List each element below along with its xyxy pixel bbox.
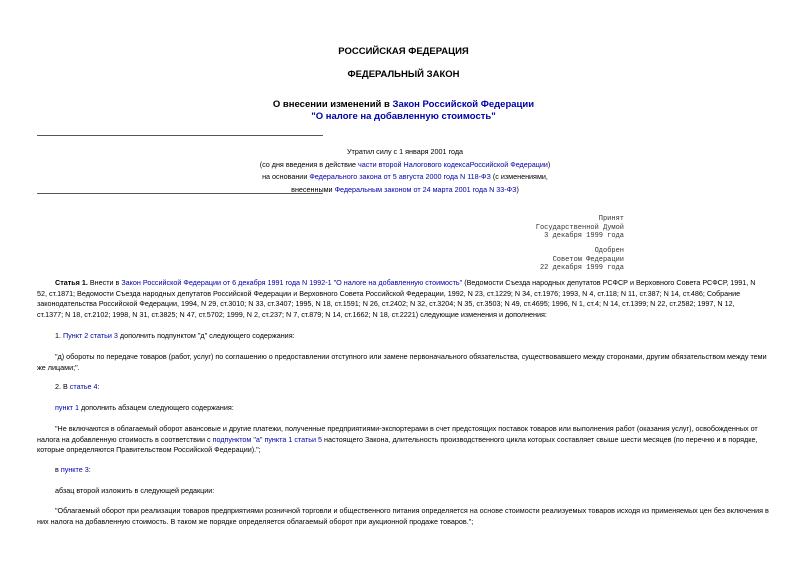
divider-top — [37, 135, 323, 136]
item-text: дополнить подпунктом "д" следующего содержания: — [117, 331, 295, 340]
item-text: в — [55, 465, 61, 474]
adoption-line: 3 декабря 1999 года — [544, 232, 624, 240]
title-link-vat[interactable]: "О налоге на добавленную стоимость" — [311, 111, 496, 122]
quote-line-2 — [37, 435, 770, 446]
status-line-1: Утратил силу с 1 января 2001 года — [346, 147, 464, 156]
status-line-4 — [225, 184, 585, 197]
document-title — [0, 99, 807, 123]
adoption-line: Принят — [598, 215, 624, 223]
quote-text: них налога на добавленную стоимость. В таком же порядке определяется облагаемый оборот при аукционной продаже товаров."; — [37, 516, 474, 526]
item-1 — [55, 331, 295, 342]
title-link-law[interactable]: Закон Российской Федерации — [392, 99, 535, 110]
tax-code-link[interactable]: части второй Налогового кодекса — [358, 159, 470, 169]
point1-link[interactable]: пункт 1 — [55, 403, 79, 412]
status-text: (с изменениями, — [490, 172, 548, 181]
article-text: 52, ст.1871; Ведомости Съезда народных депутатов Российской Федерации и Верховного Совета Российской Федерации, 1992, N 23, ст.1229; N 34, ст.1976; 1993, N 4, ст.118; N 11, ст.387; N 14, ст.486; Собрание — [37, 288, 741, 298]
federation-heading: РОССИЙСКАЯ ФЕДЕРАЦИЯ — [338, 46, 469, 57]
status-text: внесенными — [291, 184, 335, 194]
article-label: Статья 1. — [55, 278, 88, 287]
article-text: ст.1377; N 18, ст.2102; 1998, N 31, ст.3825; N 47, ст.5702; 1999, N 2, ст.237; N 7, ст.879; N 14, ст.1662; N 18, ст.2221) следующие изменения и дополнения: — [37, 309, 547, 319]
quote-text: "Не включаются в облагаемый оборот авансовые и другие платежи, полученные предприятиями-экспортерами в счет предстоящих поставок товаров или выполнения работ (оказания услуг), освобожденных от — [55, 424, 758, 433]
status-line-3 — [225, 171, 585, 184]
adoption-line: Советом Федерации — [552, 255, 624, 264]
item-text: : — [97, 382, 100, 391]
status-text: на основании — [262, 172, 310, 181]
law-1992-link[interactable]: Закон Российской Федерации от 6 декабря 1991 года N 1992-1 "О налоге на добавленную стоимость" — [121, 278, 463, 287]
adoption-duma — [536, 215, 624, 241]
item-text: дополнить абзацем следующего содержания: — [78, 403, 234, 412]
adoption-council — [540, 247, 624, 273]
article-text: законодательства Российской Федерации, 1994, N 29, ст.3010; N 33, ст.3407; 1995, N 18, ст.1591; N 26, ст.2402; N 32, ст.3204; N 35, ст.3503; N 49, ст.4695; 1996, N 1, ст.4; N 14, ст.1399; N 22, ст.2582; 1997, N 12, — [37, 299, 735, 308]
item-2-point-3-sub: абзац второй изложить в следующей редакции: — [55, 486, 215, 495]
item-2-point-3 — [55, 465, 91, 476]
article-1 — [37, 278, 770, 320]
item-text: : — [88, 465, 91, 474]
subpoint-a-link[interactable]: подпунктом "а" пункта 1 статьи 5 — [212, 434, 323, 444]
status-text: ) — [516, 184, 519, 194]
quote-text: настоящего Закона, длительность производственного цикла которых составляет свыше шести месяцев (по перечню и в порядке, — [322, 434, 758, 444]
quote-text: же лицами;". — [37, 362, 80, 372]
point3-link[interactable]: пункте 3 — [60, 465, 89, 474]
rf-link[interactable]: Российской Федерации — [469, 159, 548, 169]
quote-text: которые определяются Правительством Российской Федерации)."; — [37, 445, 261, 454]
quote-text: "Облагаемый оборот при реализации товаров предприятиями розничной торговли и общественного питания определяется на основе стоимости реализуемых товаров исходя из применяемых цен без включения в — [55, 506, 769, 515]
item-2-point-1 — [55, 403, 234, 414]
quote-text: налога на добавленную стоимость в соответствии с — [37, 434, 213, 444]
divider-bottom — [37, 193, 323, 194]
item-1-quote — [37, 352, 770, 373]
status-note — [225, 146, 585, 196]
article-text: (Ведомости Съезда народных депутатов РСФСР и Верховного Совета РСФСР, 1991, N — [462, 278, 756, 287]
item-2-quote — [37, 424, 770, 456]
adoption-line: Государственной Думой — [535, 223, 624, 232]
adoption-line: 22 декабря 1999 года — [539, 264, 624, 272]
item-2 — [55, 382, 99, 393]
adoption-line: Одобрен — [594, 247, 624, 255]
article-text: Внести в — [87, 278, 122, 287]
quote-text: "д) обороты по передаче товаров (работ, услуг) по соглашению о предоставлении отступного или замене первоначального обязательства, существовавшего между сторонами, другим обязательством между теми — [55, 352, 767, 361]
status-text: ) — [547, 159, 551, 169]
item-number: 2. В — [55, 382, 70, 391]
federal-law-118-link[interactable]: Федерального закона от 5 августа 2000 года N 118-ФЗ — [309, 172, 491, 181]
item-2-point-3-quote — [37, 506, 770, 527]
article4-link[interactable]: статье 4 — [69, 382, 98, 391]
item1-link[interactable]: Пункт 2 статьи 3 — [63, 331, 118, 340]
federal-law-33-link[interactable]: Федеральным законом от 24 марта 2001 года N 33-ФЗ — [334, 184, 517, 194]
item-number: 1. — [55, 331, 63, 340]
title-prefix: О внесении изменений в — [272, 99, 393, 110]
status-line-2 — [225, 159, 585, 172]
law-type-heading: ФЕДЕРАЛЬНЫЙ ЗАКОН — [347, 69, 460, 80]
status-text: (со дня введения в действие — [259, 159, 359, 169]
